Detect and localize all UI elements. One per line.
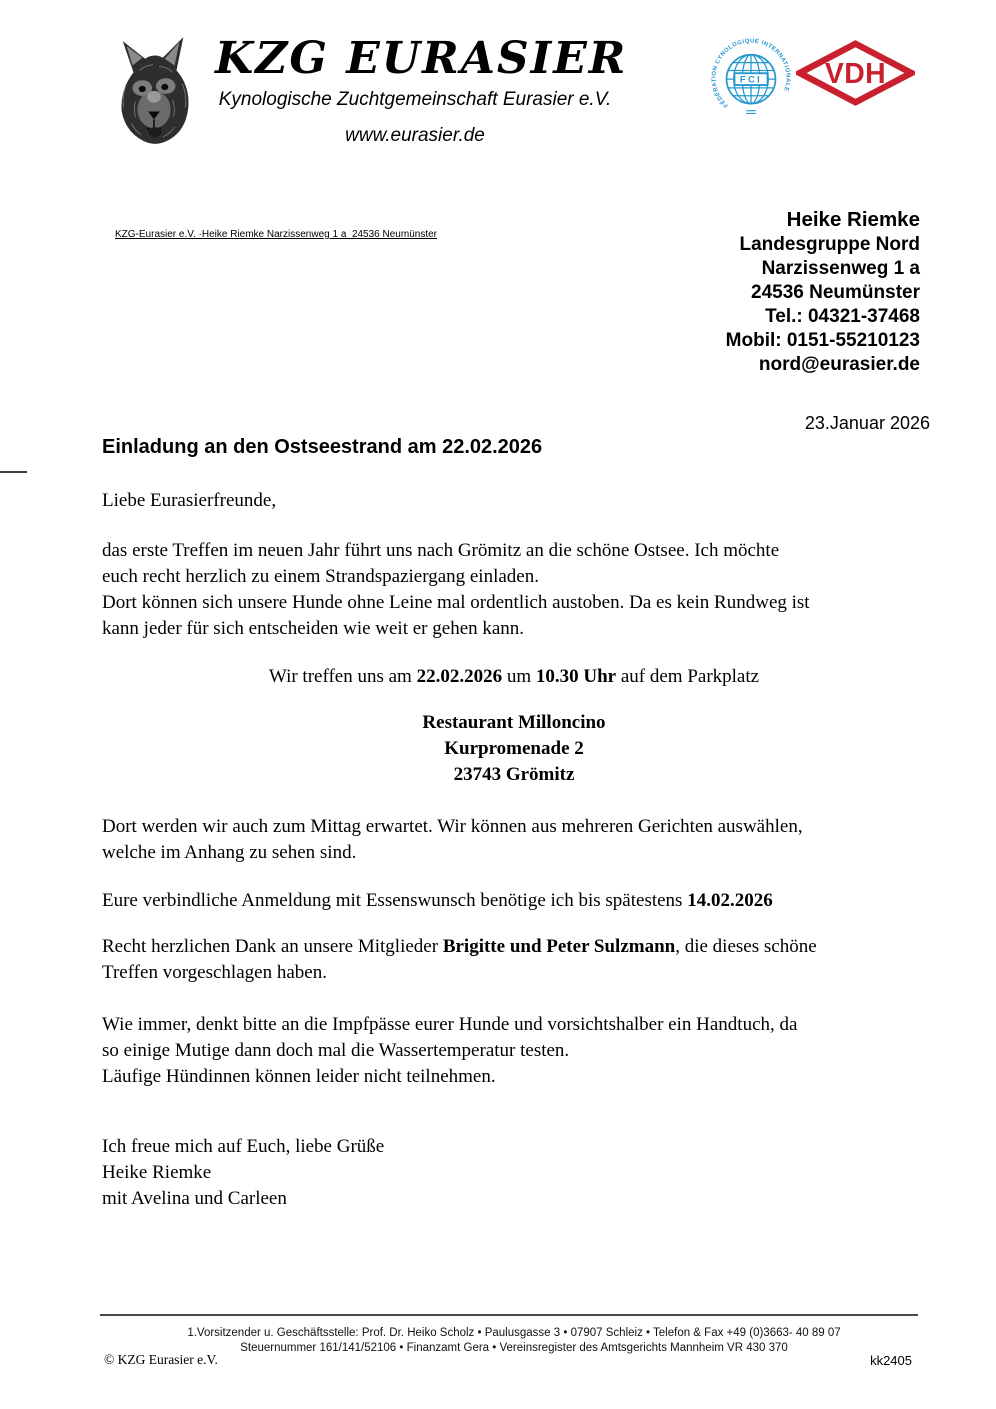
svg-text:FÉDÉRATION CYNOLOGIQUE INTERNA: FÉDÉRATION CYNOLOGIQUE INTERNATIONALE <box>711 38 791 109</box>
closing-signature: Heike Riemke <box>102 1162 212 1183</box>
contact-city: 24536 Neumünster <box>751 282 920 303</box>
venue-city: 23743 Grömitz <box>453 764 575 785</box>
meeting-time: 10.30 Uhr <box>535 666 617 687</box>
footer-registry-line: Steuernummer 161/141/52106 • Finanzamt Gera • Vereinsregister des Amtsgerichts Mannheim VR 430 370 <box>240 1342 788 1354</box>
paragraph-lunch: Dort werden wir auch zum Mittag erwartet. Wir können aus mehreren Gerichten auswählen, welche im Anhang zu sehen sind. <box>102 816 803 863</box>
org-subtitle: Kynologische Zuchtgemeinschaft Eurasier e.V. <box>218 89 612 111</box>
org-title: KZG EURASIER <box>215 33 628 84</box>
fold-mark <box>0 471 27 473</box>
letter-subject: Einladung an den Ostseestrand am 22.02.2026 <box>102 436 543 458</box>
meeting-date: 22.02.2026 <box>416 666 503 687</box>
footer-chairman-line: 1.Vorsitzender u. Geschäftsstelle: Prof. Dr. Heiko Scholz • Paulusgasse 3 • 07907 Schleiz • Telefon & Fax +49 (0)3663- 40 89 07 <box>187 1327 841 1339</box>
closing-dogs: mit Avelina und Carleen <box>102 1188 287 1209</box>
sender-return-address: KZG-Eurasier e.V. ·Heike Riemke Narzissenweg 1 a 24536 Neumünster <box>115 229 437 240</box>
footer-divider <box>100 1314 918 1316</box>
footer-info <box>102 1326 926 1356</box>
meeting-line: Wir treffen uns am 22.02.2026 um 10.30 Uhr auf dem Parkplatz <box>268 666 760 687</box>
letter-body <box>102 488 926 1212</box>
paragraph-registration: Eure verbindliche Anmeldung mit Essenswunsch benötige ich bis spätestens 14.02.2026 <box>102 890 773 911</box>
footer-copyright: © KZG Eurasier e.V. <box>104 1352 218 1367</box>
closing-greeting: Ich freue mich auf Euch, liebe Grüße <box>102 1136 385 1157</box>
salutation: Liebe Eurasierfreunde, <box>102 490 277 511</box>
org-website: www.eurasier.de <box>345 125 485 147</box>
venue-street: Kurpromenade 2 <box>444 738 584 759</box>
venue-block <box>102 710 926 788</box>
paragraph-reminders: Wie immer, denkt bitte an die Impfpässe eurer Hunde und vorsichtshalber ein Handtuch, da so einige Mutige dann doch mal die Wassertemperatur testen. Läufige Hündinnen können leider nicht teilnehmen. <box>102 1014 798 1087</box>
vdh-logo-icon <box>796 40 915 106</box>
registration-deadline: 14.02.2026 <box>687 890 773 911</box>
contact-name: Heike Riemke <box>786 208 920 231</box>
footer-doc-code: kk2405 <box>870 1353 912 1368</box>
closing-block <box>102 1134 926 1212</box>
paragraph-thanks: Recht herzlichen Dank an unsere Mitglieder Brigitte und Peter Sulzmann, die dieses schöne Treffen vorgeschlagen haben. <box>102 936 817 983</box>
contact-phone: Tel.: 04321-37468 <box>765 306 920 327</box>
contact-block <box>726 207 920 377</box>
venue-name: Restaurant Milloncino <box>422 712 606 733</box>
eurasier-dog-logo-icon <box>110 28 198 150</box>
fci-logo-icon <box>711 35 791 117</box>
contact-email: nord@eurasier.de <box>758 354 920 375</box>
svg-text:VDH: VDH <box>824 58 887 91</box>
letter-date: 23.Januar 2026 <box>804 413 930 433</box>
contact-street: Narzissenweg 1 a <box>761 258 920 279</box>
contact-mobile: Mobil: 0151-55210123 <box>725 330 920 351</box>
paragraph-intro: das erste Treffen im neuen Jahr führt uns nach Grömitz an die schöne Ostsee. Ich möchte euch recht herzlich zu einem Strandspaziergang einladen. Dort können sich unsere Hunde ohne Leine mal ordentlich austoben. Da es kein Rundweg ist kann jeder für sich entscheiden wie weit er gehen kann. <box>102 540 810 639</box>
contact-group: Landesgruppe Nord <box>739 234 920 255</box>
brand-block <box>215 33 628 147</box>
member-names: Brigitte und Peter Sulzmann <box>442 936 676 957</box>
svg-text:FCI: FCI <box>739 74 763 86</box>
